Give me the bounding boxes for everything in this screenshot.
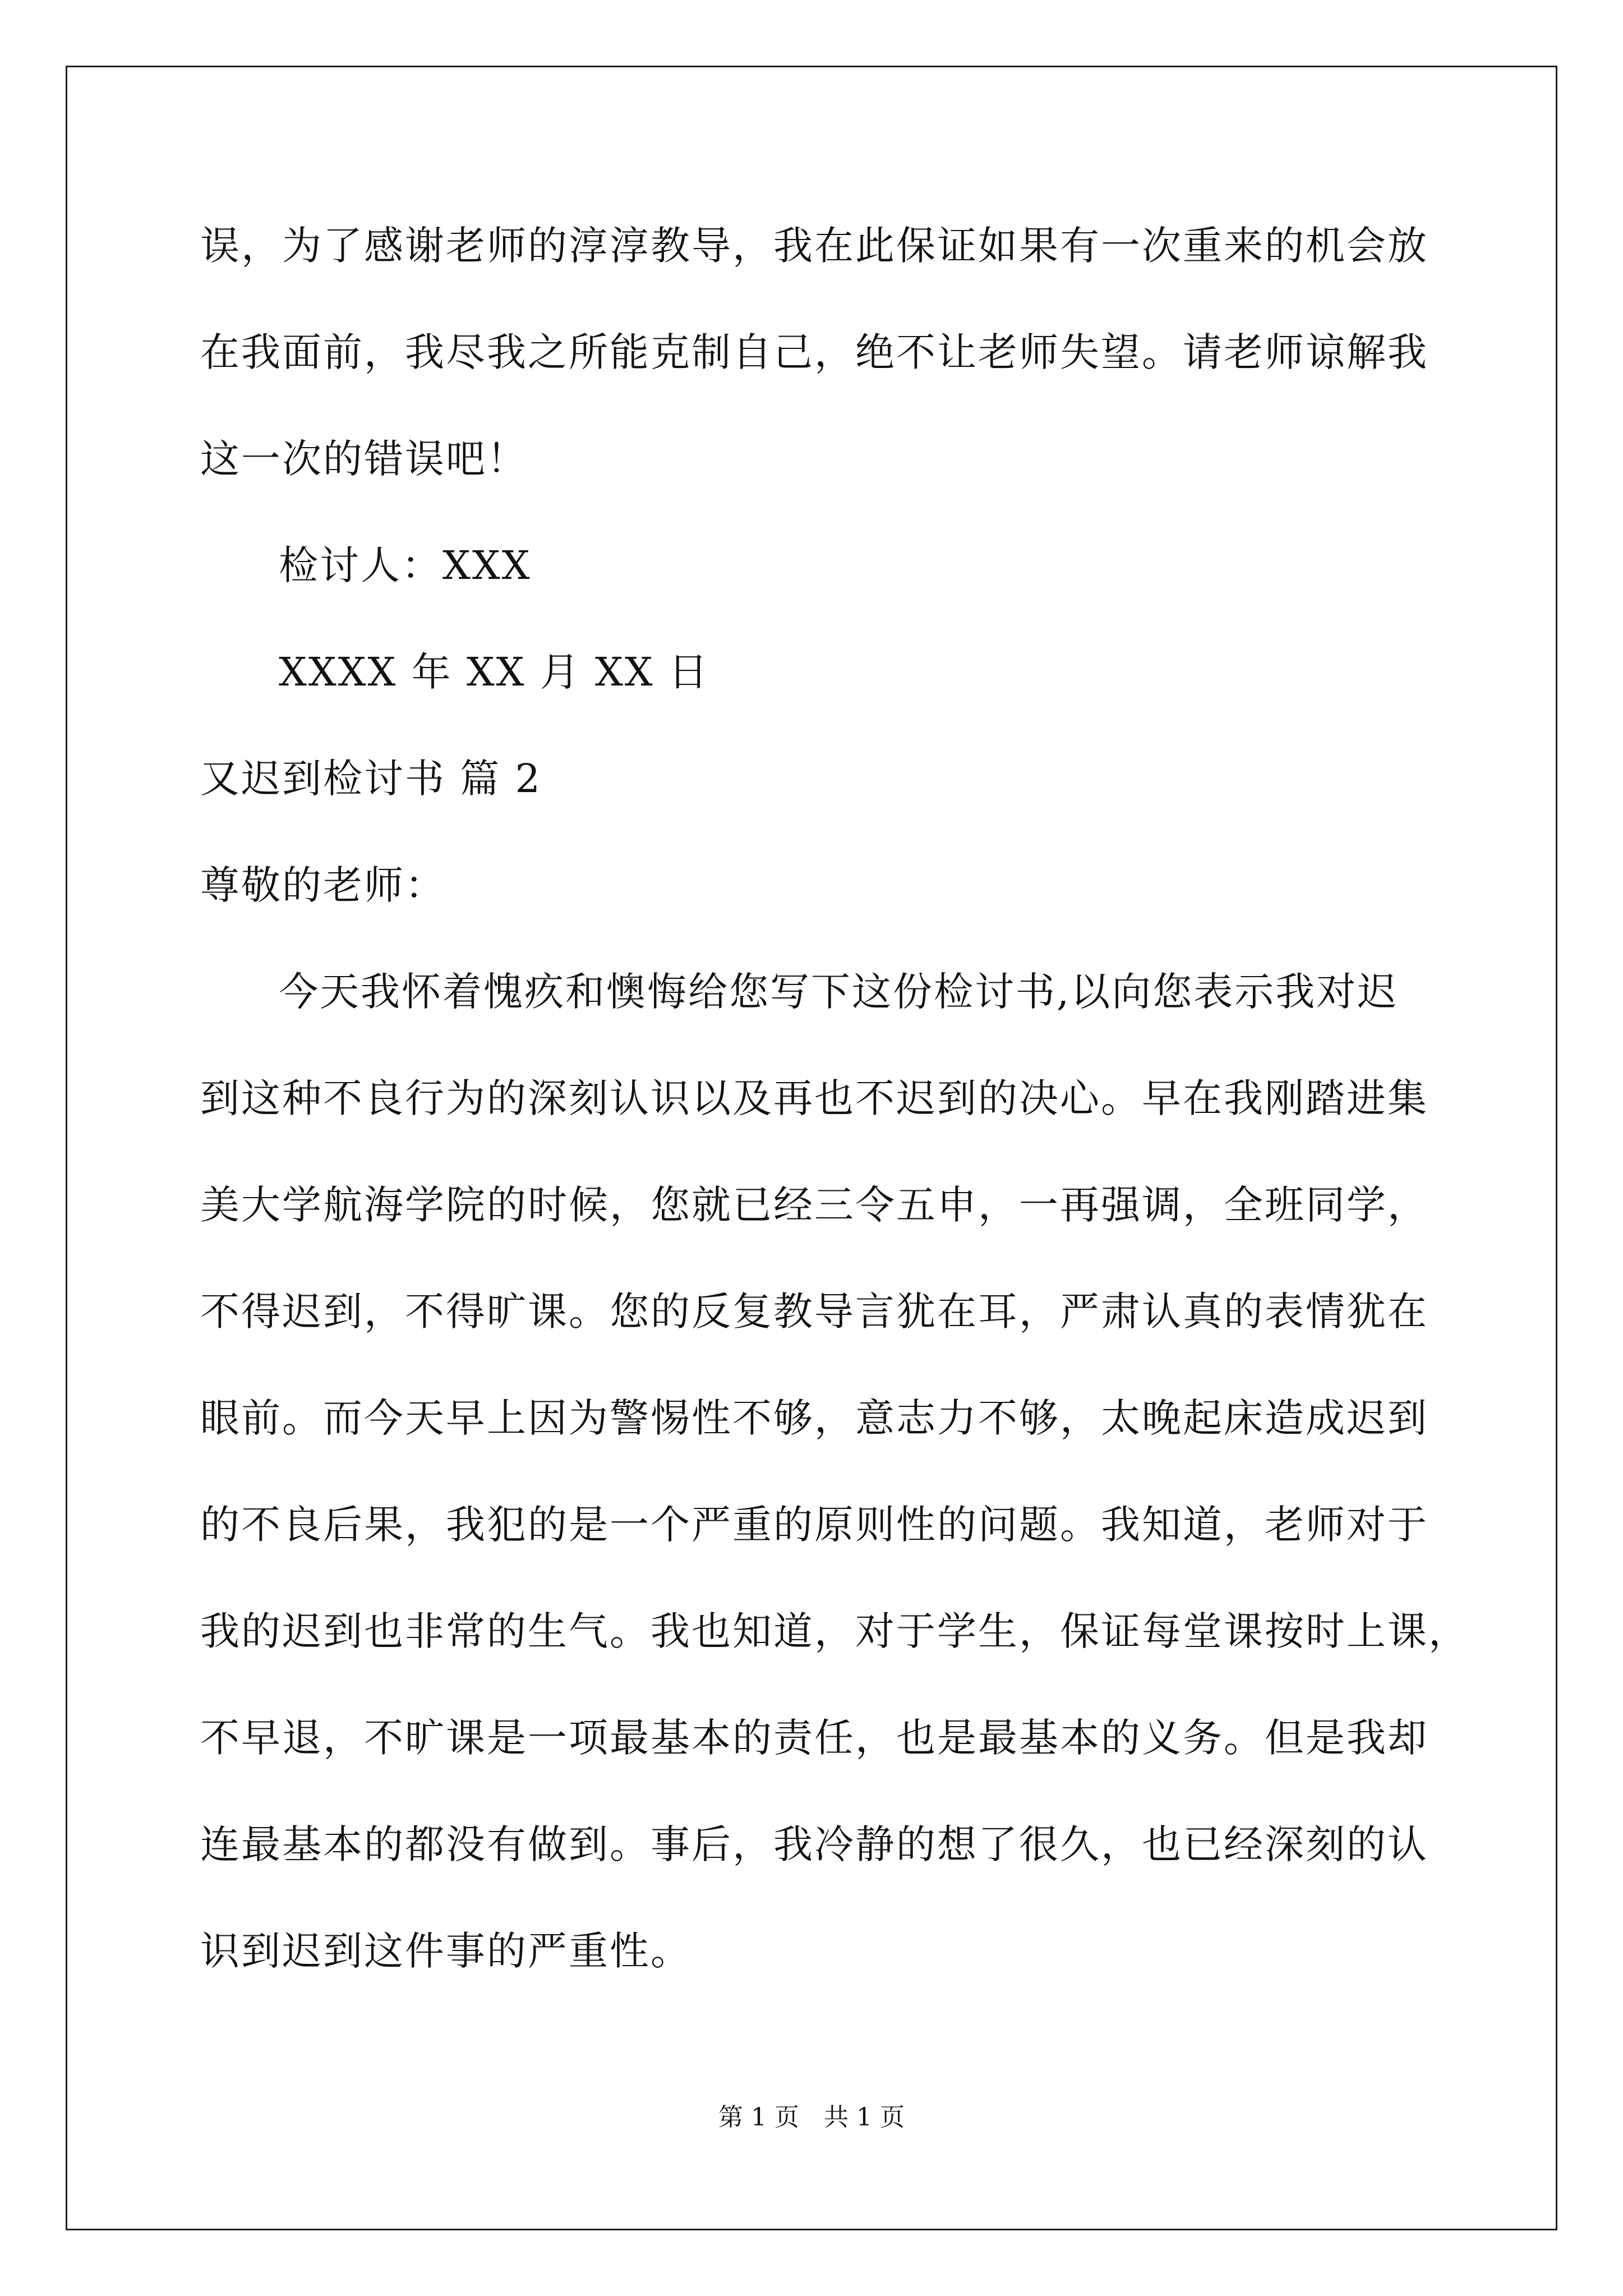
text-line: 误，为了感谢老师的淳淳教导，我在此保证如果有一次重来的机会放 — [200, 223, 1428, 269]
text-line: 到这种不良行为的深刻认识以及再也不迟到的决心。早在我刚踏进集 — [200, 1075, 1428, 1121]
section-heading: 又迟到检讨书 篇 2 — [200, 756, 542, 802]
salutation: 尊敬的老师： — [200, 862, 446, 908]
text-line: 的不良后果，我犯的是一个严重的原则性的问题。我知道，老师对于 — [200, 1502, 1428, 1548]
signature-line: 检讨人：XXX — [279, 542, 532, 588]
text-line: 这一次的错误吧！ — [200, 436, 528, 482]
text-line: 不得迟到，不得旷课。您的反复教导言犹在耳，严肃认真的表情犹在 — [200, 1289, 1428, 1335]
text-line: 连最基本的都没有做到。事后，我冷静的想了很久，也已经深刻的认 — [200, 1821, 1428, 1867]
text-line: 美大学航海学院的时候，您就已经三令五申，一再强调，全班同学， — [200, 1182, 1428, 1228]
text-line: 不早退，不旷课是一项最基本的责任，也是最基本的义务。但是我却 — [200, 1715, 1428, 1761]
page-footer: 第 1 页 共 1 页 — [718, 2103, 905, 2132]
text-line: 眼前。而今天早上因为警惕性不够，意志力不够，太晚起床造成迟到 — [200, 1395, 1428, 1441]
text-line: 我的迟到也非常的生气。我也知道，对于学生，保证每堂课按时上课， — [200, 1608, 1469, 1654]
text-line: 今天我怀着愧疚和懊悔给您写下这份检讨书,以向您表示我对迟 — [279, 969, 1399, 1015]
text-line: 在我面前，我尽我之所能克制自己，绝不让老师失望。请老师谅解我 — [200, 329, 1428, 375]
page-frame — [66, 66, 1557, 2230]
text-line: 识到迟到这件事的严重性。 — [200, 1928, 691, 1974]
date-line: XXXX 年 XX 月 XX 日 — [279, 649, 709, 695]
